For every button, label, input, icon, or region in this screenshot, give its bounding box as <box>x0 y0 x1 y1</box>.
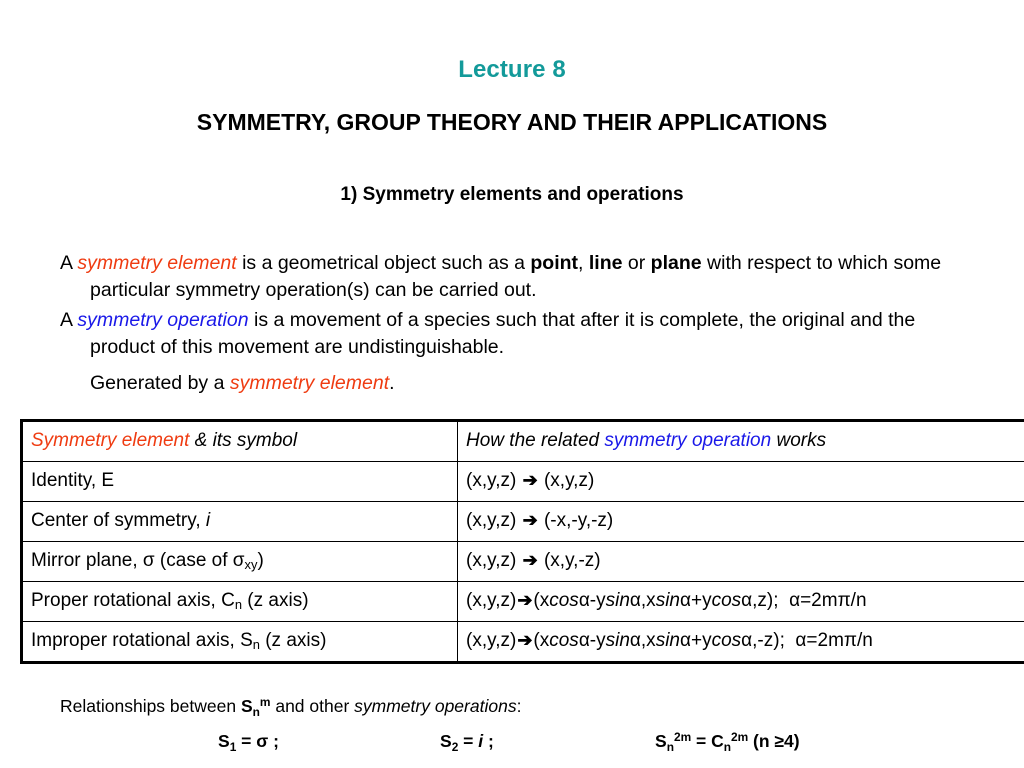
paragraph-symmetry-operation <box>60 307 978 361</box>
cell-operation-improper-axis <box>458 622 1024 663</box>
improper-op-a2: α,x <box>629 630 656 651</box>
cell-element-mirror-plane <box>22 542 458 582</box>
eq2-sub: 2 <box>451 739 459 754</box>
cell-operation-proper-axis <box>458 582 1024 622</box>
equations-inner <box>0 731 1024 755</box>
para2-seg1: is a movement of a species such that after it is complete, the original and the product of this movement are undistinguishable. <box>90 309 916 358</box>
proper-op-a1: α-y <box>578 590 606 611</box>
header-term-symmetry-element: Symmetry element <box>31 430 190 451</box>
improper-op-cos2: cos <box>711 630 742 651</box>
cell-element-proper-axis <box>22 582 458 622</box>
cell-element-identity <box>22 462 458 502</box>
proper-axis-label: Proper rotational axis, C <box>31 589 235 611</box>
para1-seg4: with respect to which some particular symmetry operation(s) can be carried out. <box>90 252 942 301</box>
proper-axis-subscript: n <box>234 597 243 613</box>
equation-s1 <box>218 731 279 752</box>
mirror-op-head: (x,y,z) <box>466 550 522 571</box>
para3-seg2: . <box>389 372 395 394</box>
section-subheading: 1) Symmetry elements and operations <box>340 184 684 205</box>
right-arrow-icon: ➔ <box>522 510 538 530</box>
rel-term-symmetry-operations: symmetry operations <box>354 696 517 716</box>
eq3-mid: = C <box>691 731 724 751</box>
inversion-op-head: (x,y,z) <box>466 510 522 531</box>
table-row <box>22 462 1024 502</box>
improper-op-alpha: α=2mπ/n <box>795 630 873 651</box>
proper-op-head: (x,y,z) <box>466 590 517 611</box>
header-col1-rest: & its symbol <box>189 430 298 451</box>
improper-op-a3: α+y <box>679 630 712 651</box>
proper-op-sin1: sin <box>605 590 630 611</box>
identity-label: Identity, E <box>31 470 115 491</box>
eq2-post: ; <box>483 731 494 751</box>
lecture-title: Lecture 8 <box>458 56 566 83</box>
eq3-sub: n <box>666 739 674 754</box>
eq1-sub: 1 <box>229 739 237 754</box>
eq3-sup: 2m <box>673 730 692 745</box>
table-row <box>22 502 1024 542</box>
header-col2-pre: How the related <box>466 430 605 451</box>
para1-seg2: , <box>578 252 589 274</box>
body-text-block <box>60 250 978 400</box>
table-row <box>22 542 1024 582</box>
eq3-sup2: 2m <box>731 730 749 745</box>
proper-op-cos2: cos <box>711 590 742 611</box>
eq1-post: = σ ; <box>236 731 279 751</box>
equations-row <box>0 731 1024 755</box>
eq3-pre: S <box>655 731 667 751</box>
eq1-pre: S <box>218 731 230 751</box>
proper-axis-label-post: (z axis) <box>242 589 309 611</box>
para1-bold-line: line <box>588 252 623 274</box>
rel-symbol-S: S <box>240 696 253 716</box>
paragraph-generated-by <box>60 370 978 397</box>
eq3-sub2: n <box>723 739 731 754</box>
right-arrow-icon: ➔ <box>522 470 538 490</box>
proper-op-a2: α,x <box>629 590 656 611</box>
right-arrow-icon: ➔ <box>517 630 533 650</box>
table-row <box>22 622 1024 663</box>
improper-op-a1: α-y <box>578 630 606 651</box>
para2-term-symmetry-operation: symmetry operation <box>77 309 249 331</box>
mirror-label-post: ) <box>257 549 264 571</box>
table-header-row <box>22 421 1024 462</box>
cell-element-improper-axis <box>22 622 458 663</box>
para1-seg3: or <box>622 252 651 274</box>
eq2-mid: = <box>458 731 479 751</box>
proper-op-alpha: α=2mπ/n <box>789 590 867 611</box>
improper-axis-label-post: (z axis) <box>259 629 327 651</box>
table-row <box>22 582 1024 622</box>
inversion-label: Center of symmetry, <box>31 510 206 531</box>
inversion-op-tail: (-x,-y,-z) <box>538 510 614 531</box>
improper-op-a4: α,-z); <box>741 630 785 651</box>
proper-op-open: (x <box>533 590 550 611</box>
rel-pre: Relationships between <box>60 696 241 716</box>
symmetry-elements-table <box>20 419 1024 664</box>
header-col2-post: works <box>771 430 827 451</box>
improper-axis-subscript: n <box>252 637 260 653</box>
mirror-op-tail: (x,y,-z) <box>538 550 601 571</box>
identity-op-tail: (x,y,z) <box>538 470 595 491</box>
para1-bold-point: point <box>530 252 579 274</box>
rel-subscript-n: n <box>252 704 260 719</box>
para1-lead: A <box>60 252 78 274</box>
rel-post: : <box>516 696 522 716</box>
improper-op-sin1: sin <box>605 630 630 651</box>
cell-element-inversion <box>22 502 458 542</box>
mirror-label: Mirror plane, σ (case of σ <box>31 549 245 571</box>
para1-term-symmetry-element: symmetry element <box>77 252 237 274</box>
inversion-symbol: i <box>205 510 211 531</box>
para2-lead: A <box>60 309 78 331</box>
eq2-pre: S <box>440 731 452 751</box>
para3-term-symmetry-element: symmetry element <box>229 372 390 394</box>
improper-op-open: (x <box>533 630 550 651</box>
improper-op-cos1: cos <box>549 630 579 651</box>
cell-operation-inversion <box>458 502 1024 542</box>
main-heading: SYMMETRY, GROUP THEORY AND THEIR APPLICATIONS <box>196 109 828 135</box>
proper-op-cos1: cos <box>549 590 579 611</box>
mirror-subscript: xy <box>244 557 258 573</box>
rel-superscript-m: m <box>259 695 271 710</box>
proper-op-a3: α+y <box>679 590 712 611</box>
improper-op-head: (x,y,z) <box>466 630 517 651</box>
equation-s2 <box>440 731 494 752</box>
header-term-symmetry-operation: symmetry operation <box>604 430 772 451</box>
improper-axis-label: Improper rotational axis, S <box>31 629 253 651</box>
para1-seg1: is a geometrical object such as a <box>236 252 531 274</box>
relationships-caption <box>60 696 521 717</box>
improper-op-sin2: sin <box>655 630 680 651</box>
proper-op-a4: α,z); <box>741 590 779 611</box>
para3-seg1: Generated by a <box>90 372 230 394</box>
header-cell-element <box>22 421 458 462</box>
eq3-post: (n ≥4) <box>748 731 800 751</box>
right-arrow-icon: ➔ <box>517 590 533 610</box>
rel-mid: and other <box>270 696 355 716</box>
identity-op-head: (x,y,z) <box>466 470 522 491</box>
para1-bold-plane: plane <box>650 252 702 274</box>
proper-op-sin2: sin <box>655 590 680 611</box>
right-arrow-icon: ➔ <box>522 550 538 570</box>
header-cell-operation <box>458 421 1024 462</box>
cell-operation-mirror-plane <box>458 542 1024 582</box>
paragraph-symmetry-element <box>60 250 978 304</box>
cell-operation-identity <box>458 462 1024 502</box>
equation-sn2m <box>655 731 800 752</box>
eq2-italic-i: i <box>478 731 484 751</box>
